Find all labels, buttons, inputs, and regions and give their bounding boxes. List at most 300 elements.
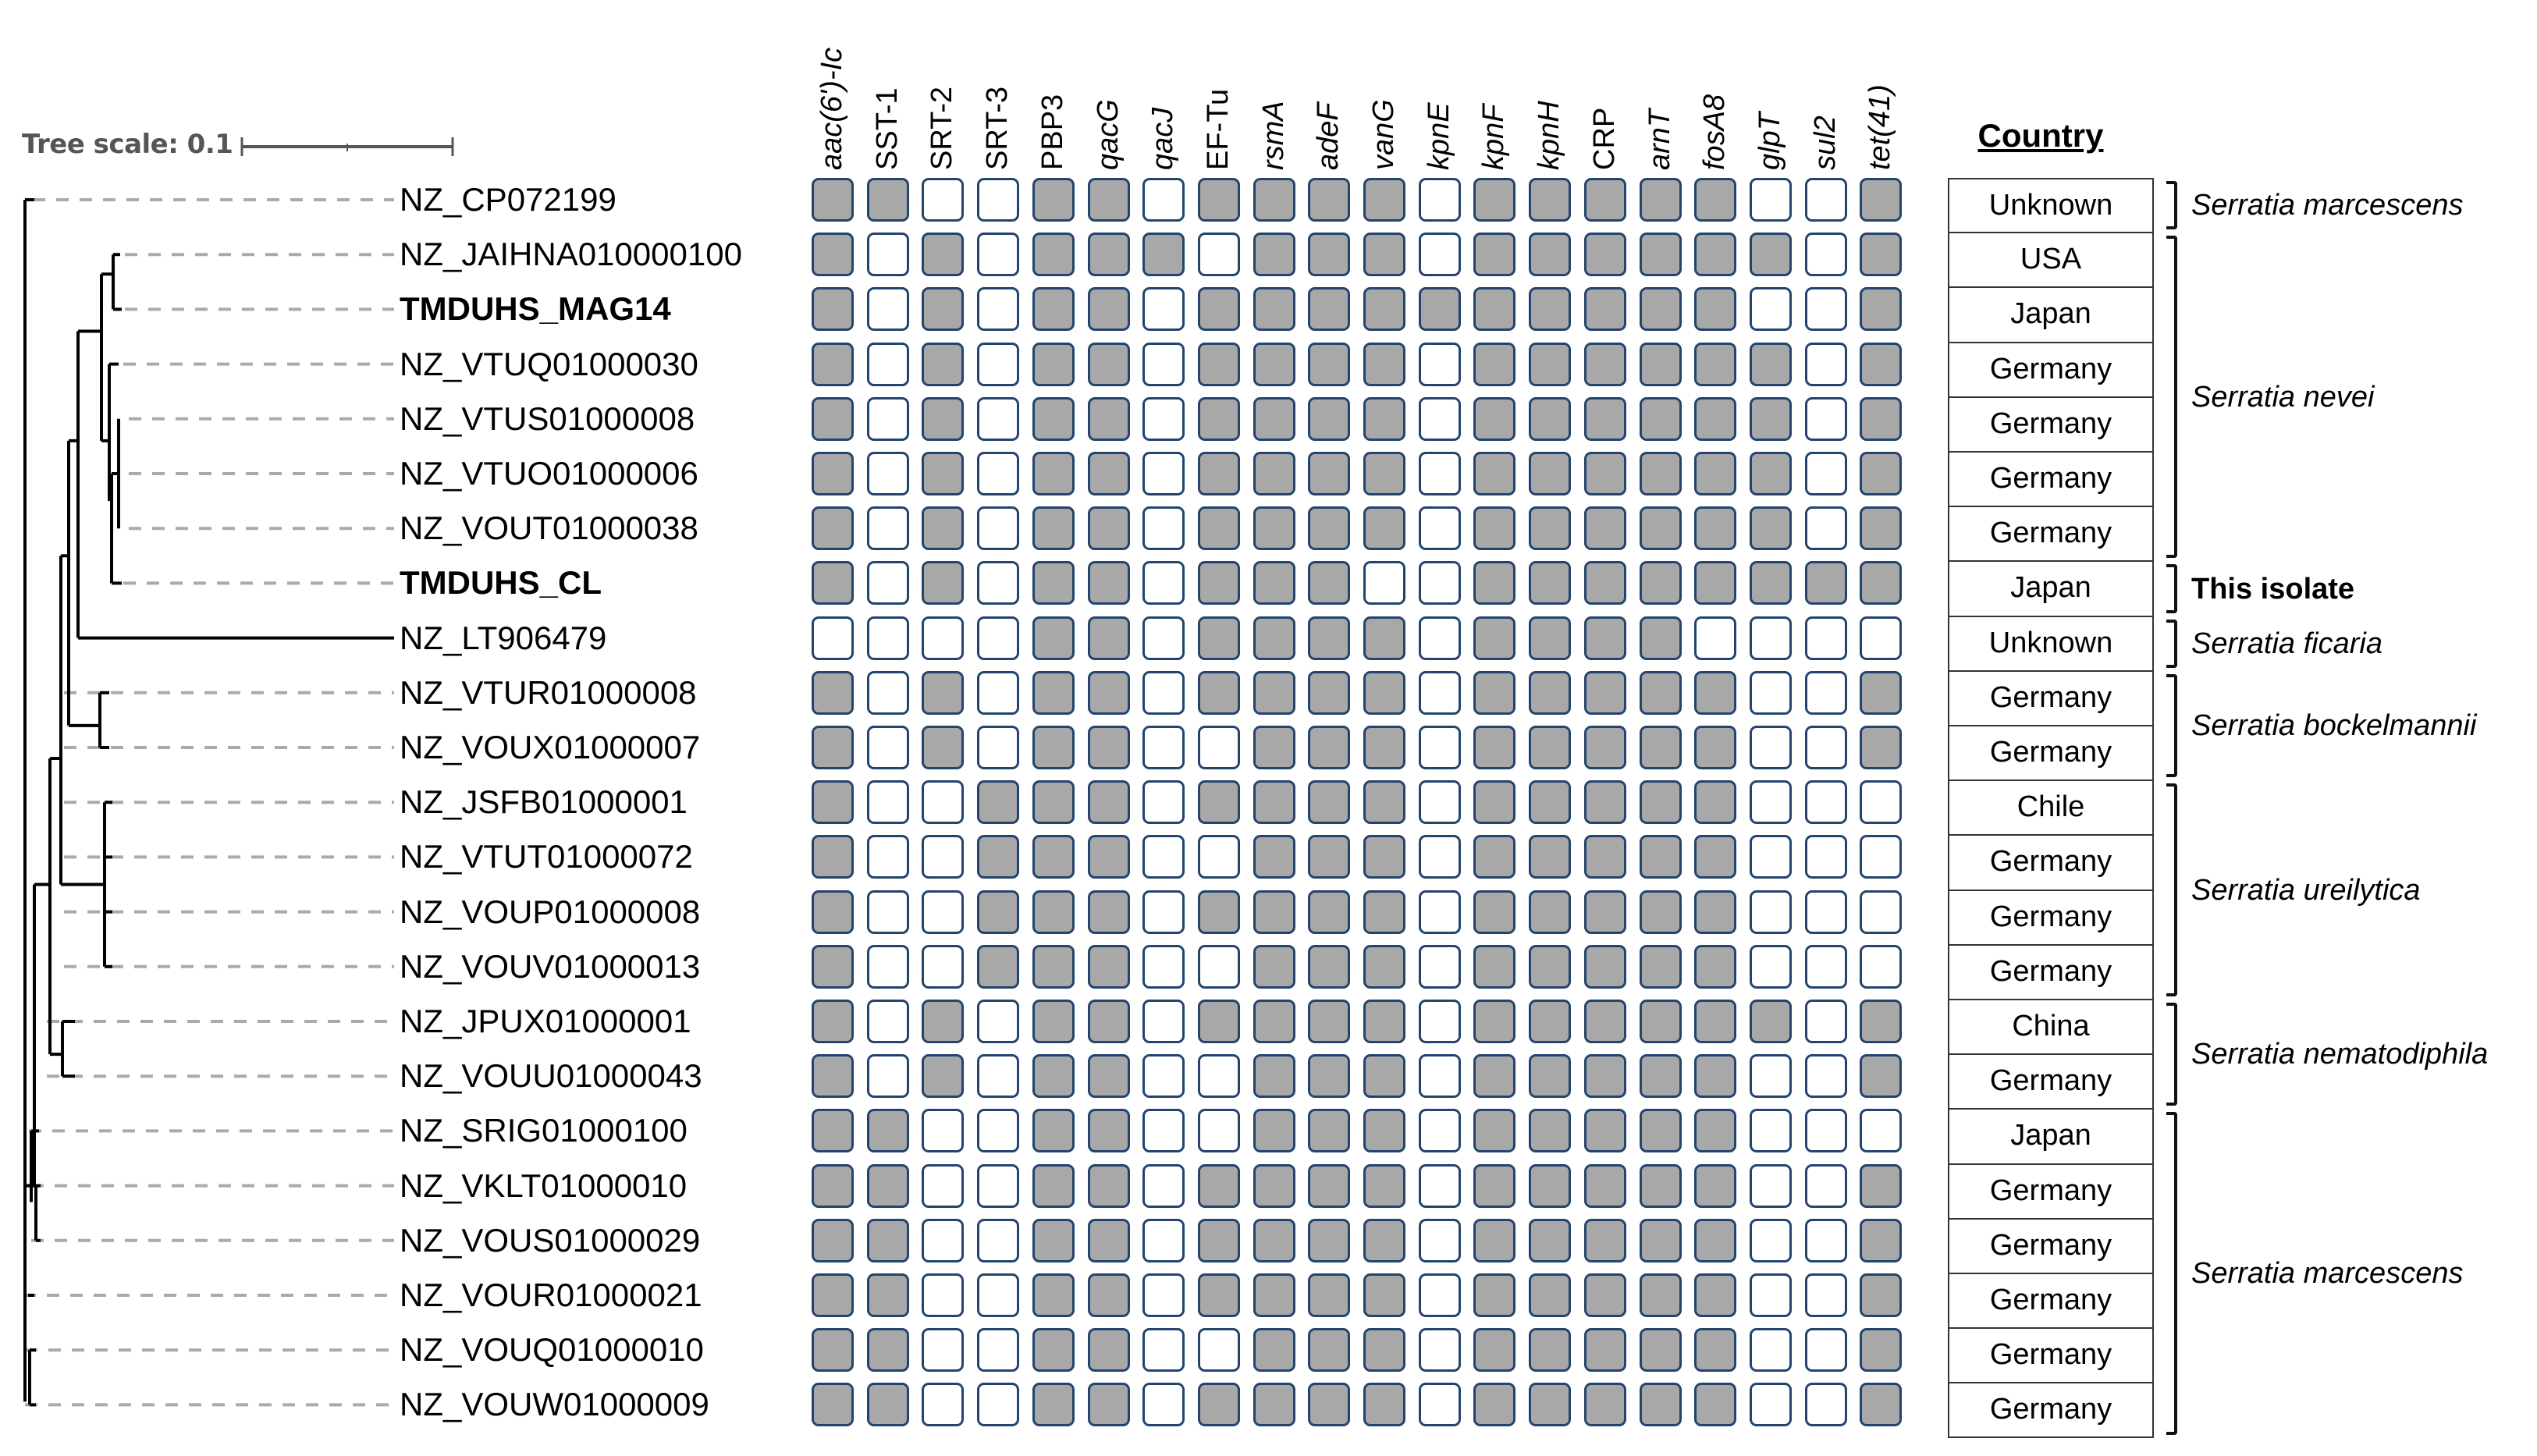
gene-absent-cell	[1750, 726, 1792, 769]
gene-absent-cell	[1142, 343, 1185, 386]
gene-absent-cell	[1750, 1219, 1792, 1262]
gene-absent-cell	[1142, 780, 1185, 824]
gene-present-cell	[1473, 1000, 1515, 1043]
gene-absent-cell	[1750, 287, 1792, 331]
gene-absent-cell	[977, 1383, 1019, 1426]
gene-present-cell	[1363, 835, 1405, 879]
gene-present-cell	[1694, 726, 1736, 769]
gene-header	[1743, 6, 1797, 170]
gene-present-cell	[1198, 178, 1240, 222]
gene-absent-cell	[922, 780, 964, 824]
gene-present-cell	[1805, 561, 1847, 605]
leaf-label: NZ_VTUS01000008	[400, 400, 695, 437]
gene-absent-cell	[867, 233, 909, 276]
gene-absent-cell	[977, 1109, 1019, 1152]
gene-present-cell	[1032, 1109, 1075, 1152]
gene-absent-cell	[1805, 1000, 1847, 1043]
gene-absent-cell	[867, 780, 909, 824]
gene-present-cell	[1860, 287, 1902, 331]
gene-present-cell	[1198, 1219, 1240, 1262]
gene-absent-cell	[1419, 1000, 1461, 1043]
gene-absent-cell	[977, 1273, 1019, 1317]
country-cell: Germany	[1948, 397, 2154, 452]
gene-present-cell	[1640, 1219, 1682, 1262]
country-cell: Germany	[1948, 726, 2154, 780]
gene-present-cell	[1198, 1273, 1240, 1317]
gene-present-cell	[1694, 1164, 1736, 1208]
gene-present-cell	[812, 1328, 854, 1372]
species-label: Serratia nematodiphila	[2191, 1038, 2489, 1071]
gene-present-cell	[1860, 671, 1902, 715]
gene-present-cell	[1142, 233, 1185, 276]
gene-present-cell	[1088, 671, 1130, 715]
gene-present-cell	[1198, 1164, 1240, 1208]
gene-absent-cell	[1750, 1164, 1792, 1208]
gene-present-cell	[1363, 452, 1405, 495]
gene-absent-cell	[867, 452, 909, 495]
gene-present-cell	[1363, 671, 1405, 715]
gene-present-cell	[922, 397, 964, 441]
gene-present-cell	[1584, 671, 1626, 715]
gene-header	[1412, 6, 1466, 170]
gene-absent-cell	[1750, 616, 1792, 660]
gene-absent-cell	[1198, 726, 1240, 769]
gene-present-cell	[1363, 616, 1405, 660]
gene-header-label: EF-Tu	[1201, 88, 1235, 170]
gene-absent-cell	[922, 890, 964, 934]
gene-present-cell	[812, 1219, 854, 1262]
gene-absent-cell	[1805, 890, 1847, 934]
gene-present-cell	[1032, 1383, 1075, 1426]
gene-absent-cell	[1750, 835, 1792, 879]
gene-present-cell	[812, 452, 854, 495]
gene-present-cell	[1253, 780, 1295, 824]
gene-present-cell	[1308, 397, 1350, 441]
gene-present-cell	[1198, 1383, 1240, 1426]
gene-present-cell	[1529, 726, 1571, 769]
country-cell: USA	[1948, 233, 2154, 287]
country-cell: Germany	[1948, 1328, 2154, 1383]
country-cell: Unknown	[1948, 178, 2154, 233]
gene-present-cell	[812, 726, 854, 769]
gene-absent-cell	[867, 287, 909, 331]
gene-absent-cell	[867, 506, 909, 550]
gene-present-cell	[1640, 343, 1682, 386]
gene-absent-cell	[1860, 945, 1902, 989]
gene-present-cell	[1088, 1054, 1130, 1098]
gene-present-cell	[1253, 835, 1295, 879]
gene-present-cell	[1308, 780, 1350, 824]
country-cell: Germany	[1948, 343, 2154, 397]
gene-present-cell	[922, 452, 964, 495]
gene-absent-cell	[1419, 1054, 1461, 1098]
gene-present-cell	[1088, 343, 1130, 386]
gene-present-cell	[1750, 233, 1792, 276]
gene-absent-cell	[977, 671, 1019, 715]
gene-absent-cell	[1419, 1219, 1461, 1262]
gene-absent-cell	[922, 616, 964, 660]
gene-present-cell	[1032, 890, 1075, 934]
gene-present-cell	[1473, 1383, 1515, 1426]
leaf-label: NZ_JAIHNA010000100	[400, 236, 742, 273]
gene-present-cell	[1032, 287, 1075, 331]
gene-present-cell	[1088, 452, 1130, 495]
gene-header-label: aac(6')-Ic	[815, 47, 848, 170]
gene-present-cell	[1473, 343, 1515, 386]
gene-absent-cell	[977, 1328, 1019, 1372]
gene-absent-cell	[1805, 506, 1847, 550]
gene-present-cell	[1363, 1219, 1405, 1262]
gene-present-cell	[812, 671, 854, 715]
gene-present-cell	[1032, 561, 1075, 605]
gene-present-cell	[1363, 506, 1405, 550]
gene-present-cell	[1473, 726, 1515, 769]
gene-absent-cell	[1419, 890, 1461, 934]
gene-absent-cell	[1198, 1054, 1240, 1098]
gene-absent-cell	[1419, 1273, 1461, 1317]
gene-present-cell	[1584, 561, 1626, 605]
gene-present-cell	[922, 561, 964, 605]
gene-present-cell	[1253, 671, 1295, 715]
gene-present-cell	[1198, 506, 1240, 550]
gene-absent-cell	[867, 671, 909, 715]
gene-absent-cell	[1750, 1383, 1792, 1426]
gene-present-cell	[812, 178, 854, 222]
gene-present-cell	[1363, 1273, 1405, 1317]
gene-present-cell	[1198, 287, 1240, 331]
gene-absent-cell	[1805, 1383, 1847, 1426]
gene-present-cell	[1584, 835, 1626, 879]
gene-absent-cell	[1142, 561, 1185, 605]
gene-present-cell	[1473, 1164, 1515, 1208]
gene-present-cell	[1640, 726, 1682, 769]
gene-present-cell	[1088, 780, 1130, 824]
gene-present-cell	[1529, 945, 1571, 989]
gene-header	[1135, 6, 1190, 170]
gene-present-cell	[1860, 561, 1902, 605]
gene-present-cell	[1088, 287, 1130, 331]
gene-present-cell	[1860, 1383, 1902, 1426]
gene-absent-cell	[1419, 945, 1461, 989]
gene-present-cell	[1584, 1000, 1626, 1043]
gene-absent-cell	[812, 616, 854, 660]
gene-present-cell	[1694, 178, 1736, 222]
gene-present-cell	[1032, 343, 1075, 386]
gene-header-label: SRT-2	[926, 86, 959, 170]
gene-present-cell	[1198, 397, 1240, 441]
gene-present-cell	[812, 1109, 854, 1152]
gene-absent-cell	[1805, 780, 1847, 824]
gene-header-label: kpnH	[1533, 101, 1566, 170]
gene-present-cell	[1640, 178, 1682, 222]
gene-present-cell	[1584, 452, 1626, 495]
country-cell: Germany	[1948, 1273, 2154, 1328]
gene-absent-cell	[1805, 1054, 1847, 1098]
gene-absent-cell	[1860, 780, 1902, 824]
gene-present-cell	[1308, 1109, 1350, 1152]
gene-absent-cell	[1142, 178, 1185, 222]
gene-present-cell	[1694, 287, 1736, 331]
gene-present-cell	[1860, 1328, 1902, 1372]
gene-present-cell	[1529, 835, 1571, 879]
gene-absent-cell	[1198, 1109, 1240, 1152]
gene-absent-cell	[977, 178, 1019, 222]
gene-absent-cell	[1419, 1383, 1461, 1426]
gene-present-cell	[1640, 1109, 1682, 1152]
gene-absent-cell	[977, 233, 1019, 276]
gene-present-cell	[977, 780, 1019, 824]
gene-absent-cell	[922, 1273, 964, 1317]
gene-present-cell	[1750, 561, 1792, 605]
gene-absent-cell	[1860, 835, 1902, 879]
gene-present-cell	[1308, 233, 1350, 276]
country-cell: Germany	[1948, 1219, 2154, 1273]
gene-present-cell	[1473, 561, 1515, 605]
gene-present-cell	[1363, 890, 1405, 934]
gene-present-cell	[1473, 1328, 1515, 1372]
gene-absent-cell	[1805, 287, 1847, 331]
gene-header	[860, 6, 915, 170]
gene-present-cell	[1088, 1000, 1130, 1043]
gene-present-cell	[1088, 178, 1130, 222]
species-label: Serratia bockelmannii	[2191, 709, 2477, 742]
gene-present-cell	[922, 1000, 964, 1043]
gene-header	[1633, 6, 1687, 170]
gene-present-cell	[812, 1273, 854, 1317]
leaf-label: NZ_VOUP01000008	[400, 893, 701, 930]
gene-header	[1687, 6, 1742, 170]
gene-present-cell	[812, 287, 854, 331]
gene-present-cell	[1584, 1164, 1626, 1208]
gene-present-cell	[867, 1164, 909, 1208]
gene-present-cell	[1308, 1000, 1350, 1043]
gene-present-cell	[1473, 780, 1515, 824]
gene-present-cell	[1253, 287, 1295, 331]
leaf-label: NZ_JSFB01000001	[400, 783, 688, 821]
gene-present-cell	[1032, 1164, 1075, 1208]
gene-absent-cell	[977, 561, 1019, 605]
gene-present-cell	[1473, 506, 1515, 550]
gene-present-cell	[1529, 890, 1571, 934]
gene-present-cell	[1860, 726, 1902, 769]
species-label: Serratia nevei	[2191, 380, 2375, 414]
gene-present-cell	[1308, 1273, 1350, 1317]
country-cell: Germany	[1948, 1383, 2154, 1437]
gene-absent-cell	[1363, 561, 1405, 605]
leaf-label: NZ_VOUV01000013	[400, 947, 701, 985]
gene-present-cell	[1584, 233, 1626, 276]
gene-present-cell	[1363, 1054, 1405, 1098]
gene-absent-cell	[1805, 1328, 1847, 1372]
gene-present-cell	[1694, 561, 1736, 605]
gene-present-cell	[1473, 1109, 1515, 1152]
gene-present-cell	[1363, 1000, 1405, 1043]
gene-present-cell	[1640, 1164, 1682, 1208]
gene-present-cell	[1253, 1109, 1295, 1152]
gene-present-cell	[1860, 1054, 1902, 1098]
gene-absent-cell	[922, 835, 964, 879]
gene-header-label: tet(41)	[1864, 84, 1897, 170]
gene-present-cell	[1308, 561, 1350, 605]
gene-absent-cell	[1805, 671, 1847, 715]
country-cell: Germany	[1948, 835, 2154, 890]
gene-present-cell	[1529, 343, 1571, 386]
gene-present-cell	[1032, 506, 1075, 550]
gene-present-cell	[1253, 1054, 1295, 1098]
gene-absent-cell	[1750, 945, 1792, 989]
gene-present-cell	[1253, 1383, 1295, 1426]
gene-present-cell	[977, 890, 1019, 934]
gene-present-cell	[867, 1273, 909, 1317]
gene-header	[915, 6, 969, 170]
gene-absent-cell	[1805, 343, 1847, 386]
gene-header	[1246, 6, 1301, 170]
gene-present-cell	[1253, 726, 1295, 769]
gene-absent-cell	[1860, 616, 1902, 660]
gene-present-cell	[1088, 726, 1130, 769]
gene-present-cell	[1363, 780, 1405, 824]
gene-present-cell	[922, 671, 964, 715]
gene-present-cell	[1253, 233, 1295, 276]
gene-absent-cell	[1750, 178, 1792, 222]
gene-absent-cell	[1142, 452, 1185, 495]
gene-present-cell	[1584, 1109, 1626, 1152]
species-label: Serratia ureilytica	[2191, 873, 2421, 907]
gene-absent-cell	[1419, 726, 1461, 769]
gene-absent-cell	[922, 178, 964, 222]
gene-absent-cell	[1750, 1328, 1792, 1372]
gene-absent-cell	[1142, 1219, 1185, 1262]
gene-absent-cell	[1142, 616, 1185, 660]
gene-present-cell	[812, 506, 854, 550]
gene-present-cell	[1308, 1164, 1350, 1208]
species-bracket	[2166, 564, 2177, 613]
country-cell: Unknown	[1948, 616, 2154, 671]
country-cell: Germany	[1948, 890, 2154, 945]
gene-absent-cell	[1860, 890, 1902, 934]
gene-present-cell	[1363, 1164, 1405, 1208]
gene-absent-cell	[1142, 1273, 1185, 1317]
gene-present-cell	[1750, 343, 1792, 386]
gene-present-cell	[1363, 726, 1405, 769]
gene-present-cell	[1088, 835, 1130, 879]
gene-header-label: vanG	[1367, 99, 1400, 170]
gene-present-cell	[1640, 452, 1682, 495]
gene-present-cell	[1640, 506, 1682, 550]
gene-present-cell	[812, 397, 854, 441]
country-cell: Germany	[1948, 1054, 2154, 1109]
gene-present-cell	[1198, 561, 1240, 605]
gene-header-label: qacJ	[1146, 107, 1180, 170]
gene-present-cell	[1694, 1000, 1736, 1043]
species-label: Serratia ficaria	[2191, 627, 2382, 660]
gene-present-cell	[1473, 397, 1515, 441]
gene-present-cell	[1088, 890, 1130, 934]
gene-present-cell	[1860, 1000, 1902, 1043]
gene-present-cell	[1584, 1054, 1626, 1098]
gene-header-label: CRP	[1587, 107, 1621, 170]
gene-present-cell	[812, 1054, 854, 1098]
gene-present-cell	[1750, 1000, 1792, 1043]
gene-present-cell	[1253, 616, 1295, 660]
gene-present-cell	[1694, 397, 1736, 441]
gene-present-cell	[1529, 1219, 1571, 1262]
gene-absent-cell	[922, 1328, 964, 1372]
gene-header-label: fosA8	[1698, 94, 1732, 170]
gene-present-cell	[1308, 835, 1350, 879]
gene-present-cell	[1529, 561, 1571, 605]
country-cell: Germany	[1948, 452, 2154, 506]
country-cell: Germany	[1948, 506, 2154, 561]
gene-present-cell	[1032, 616, 1075, 660]
gene-present-cell	[1253, 178, 1295, 222]
gene-absent-cell	[1750, 1109, 1792, 1152]
gene-header	[1798, 6, 1853, 170]
gene-absent-cell	[1198, 945, 1240, 989]
gene-present-cell	[1640, 890, 1682, 934]
gene-present-cell	[1363, 397, 1405, 441]
gene-header	[1191, 6, 1245, 170]
gene-present-cell	[1529, 1328, 1571, 1372]
gene-present-cell	[1363, 1383, 1405, 1426]
gene-absent-cell	[1805, 726, 1847, 769]
gene-present-cell	[1584, 178, 1626, 222]
gene-present-cell	[1308, 1219, 1350, 1262]
gene-present-cell	[1363, 233, 1405, 276]
leaf-label: TMDUHS_MAG14	[400, 290, 671, 328]
gene-present-cell	[1253, 1219, 1295, 1262]
gene-present-cell	[1032, 945, 1075, 989]
gene-present-cell	[1860, 506, 1902, 550]
gene-absent-cell	[867, 1054, 909, 1098]
gene-present-cell	[1860, 178, 1902, 222]
gene-present-cell	[812, 780, 854, 824]
gene-present-cell	[1584, 506, 1626, 550]
gene-absent-cell	[1142, 890, 1185, 934]
gene-header-label: rsmA	[1256, 101, 1290, 170]
gene-present-cell	[867, 1219, 909, 1262]
gene-absent-cell	[1142, 1109, 1185, 1152]
gene-present-cell	[1694, 343, 1736, 386]
gene-present-cell	[812, 1164, 854, 1208]
gene-present-cell	[1640, 835, 1682, 879]
country-cell: Japan	[1948, 1109, 2154, 1163]
gene-present-cell	[1584, 397, 1626, 441]
gene-absent-cell	[867, 890, 909, 934]
gene-absent-cell	[1142, 506, 1185, 550]
gene-present-cell	[1308, 1383, 1350, 1426]
gene-present-cell	[1088, 945, 1130, 989]
gene-absent-cell	[1142, 835, 1185, 879]
gene-present-cell	[1308, 890, 1350, 934]
gene-present-cell	[1253, 506, 1295, 550]
gene-present-cell	[1253, 452, 1295, 495]
country-cell: Germany	[1948, 1164, 2154, 1219]
gene-header-label: SRT-3	[981, 86, 1014, 170]
gene-absent-cell	[922, 945, 964, 989]
gene-present-cell	[1694, 1273, 1736, 1317]
tree-scale-label: Tree scale: 0.1	[22, 129, 233, 160]
gene-present-cell	[1640, 1328, 1682, 1372]
gene-present-cell	[1694, 835, 1736, 879]
gene-present-cell	[1529, 671, 1571, 715]
gene-present-cell	[1640, 671, 1682, 715]
gene-present-cell	[1473, 1273, 1515, 1317]
gene-present-cell	[1584, 890, 1626, 934]
gene-present-cell	[1198, 452, 1240, 495]
gene-absent-cell	[1694, 616, 1736, 660]
gene-present-cell	[1363, 343, 1405, 386]
